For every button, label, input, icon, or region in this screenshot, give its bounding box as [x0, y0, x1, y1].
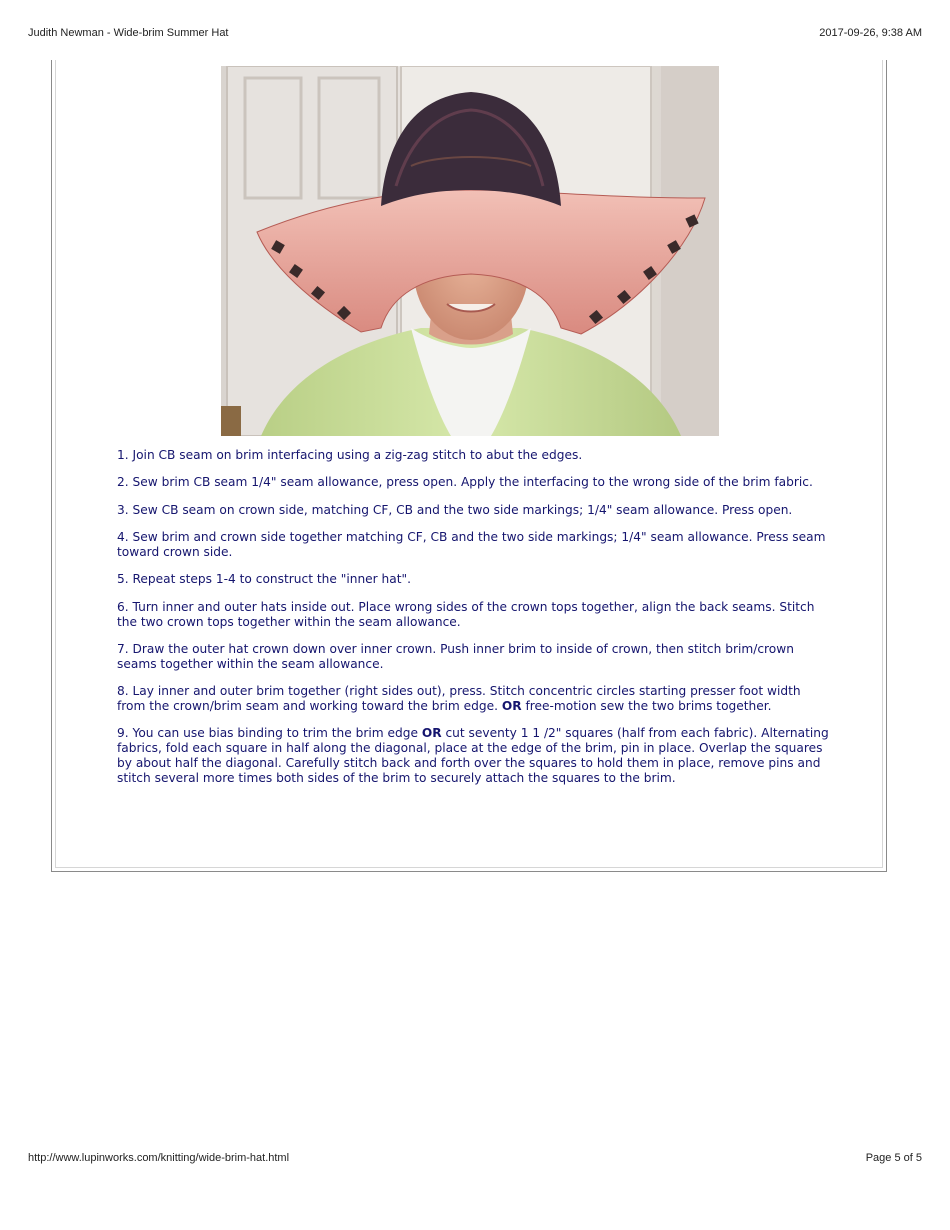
step-2: 2. Sew brim CB seam 1/4" seam allowance, press open. Apply the interfacing to the wrong side of the brim fabric.: [117, 475, 813, 490]
step-9: [117, 726, 829, 785]
instructions-list: [117, 448, 829, 798]
page-number: Page 5 of 5: [865, 1152, 922, 1164]
step-3: 3. Sew CB seam on crown side, matching CF, CB and the two side markings; 1/4" seam allowance. Press open.: [117, 502, 793, 517]
step-8-text-end: free-motion sew the two brims together.: [521, 698, 772, 713]
print-header: [28, 27, 922, 39]
print-footer: [28, 1152, 922, 1164]
step-1: 1. Join CB seam on brim interfacing using a zig-zag stitch to abut the edges.: [117, 448, 583, 462]
step-9-text-end: cut seventy 1 1 /2" squares (half from each fabric). Alternating fabrics, fold each square in half along the diagonal, place at the edge of the brim, pin in place. Overlap the squares by about half the diagonal. Carefully stitch back and forth over the squares to hold them in place, remove pins and stitch several more times both sides of the brim to securely attach the squares to the brim.: [117, 726, 829, 785]
step-8: [117, 684, 829, 714]
step-9-text: 9. You can use bias binding to trim the brim edge: [117, 726, 422, 741]
document-title: Judith Newman - Wide-brim Summer Hat: [28, 27, 229, 39]
page-url: http://www.lupinworks.com/knitting/wide-brim-hat.html: [28, 1152, 290, 1164]
step-4: 4. Sew brim and crown side together matching CF, CB and the two side markings; 1/4" seam allowance. Press seam toward crown side.: [117, 530, 826, 559]
hat-photo: [221, 66, 719, 436]
step-8-emphasis: OR: [501, 698, 522, 713]
step-7: 7. Draw the outer hat crown down over inner crown. Push inner brim to inside of crown, then stitch brim/crown seams together within the seam allowance.: [117, 641, 794, 671]
step-9-emphasis: OR: [421, 726, 442, 741]
step-6: 6. Turn inner and outer hats inside out. Place wrong sides of the crown tops together, align the back seams. Stitch the two crown tops together within the seam allowance.: [117, 599, 815, 629]
print-datetime: 2017-09-26, 9:38 AM: [819, 27, 922, 39]
step-5: 5. Repeat steps 1-4 to construct the "inner hat".: [117, 572, 411, 587]
step-8-text: 8. Lay inner and outer brim together (right sides out), press. Stitch concentric circles starting presser foot width from the crown/brim seam and working toward the brim edge.: [117, 684, 801, 713]
